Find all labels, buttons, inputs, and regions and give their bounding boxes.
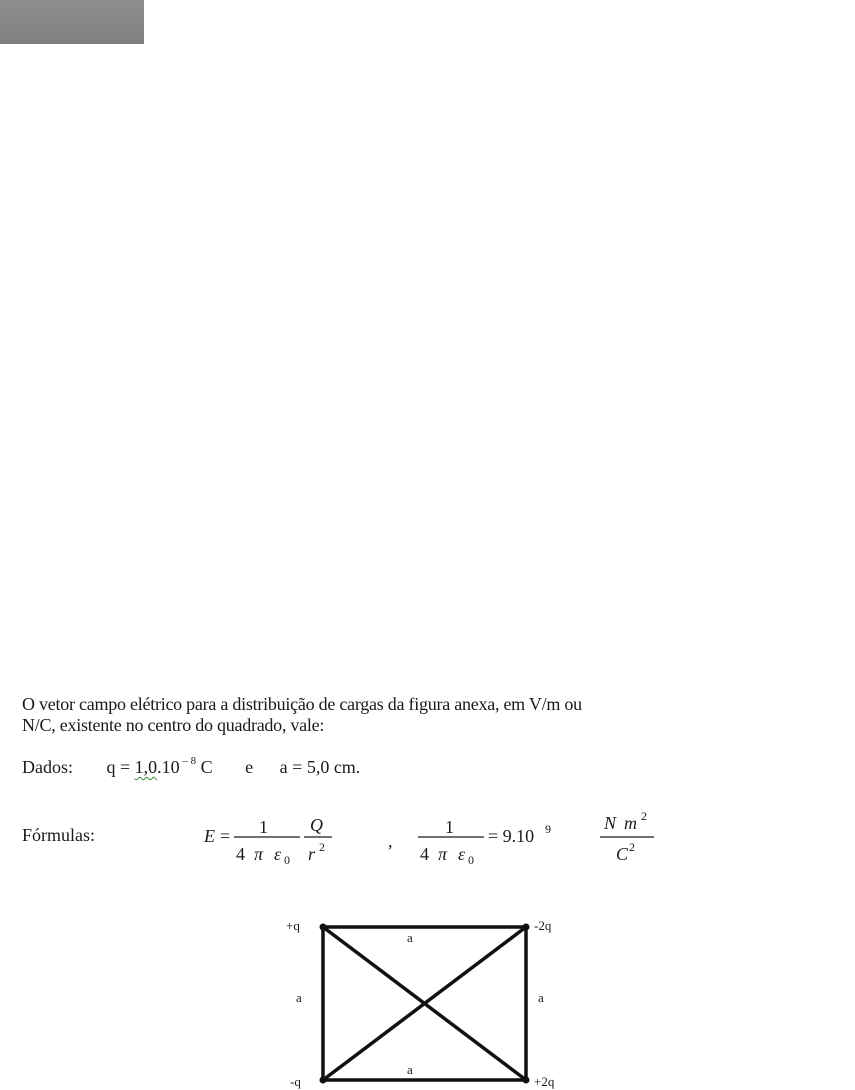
const-den-eps: ε bbox=[458, 844, 466, 864]
formula-r-sq: 2 bbox=[319, 840, 325, 854]
charge-dot-bottom-right bbox=[523, 1077, 530, 1084]
const-value: = 9.10 bbox=[488, 826, 535, 846]
formulas-line bbox=[22, 803, 852, 873]
dados-line bbox=[22, 757, 360, 778]
unit-m-sq: 2 bbox=[641, 809, 647, 823]
charge-label-bottom-left: -q bbox=[290, 1074, 301, 1089]
dados-connector: e bbox=[245, 757, 254, 777]
formulas-label: Fórmulas: bbox=[22, 825, 96, 845]
q-value bbox=[107, 757, 213, 778]
formula-equations bbox=[192, 803, 852, 873]
const-exponent: 9 bbox=[545, 822, 551, 836]
const-num-1: 1 bbox=[445, 817, 454, 837]
q-prefix: q = bbox=[106, 757, 135, 777]
charge-label-top-left: +q bbox=[286, 918, 300, 933]
formula-r: r bbox=[308, 844, 316, 864]
charge-label-bottom-right: +2q bbox=[534, 1074, 555, 1089]
formula-den-pi: π bbox=[254, 844, 264, 864]
charge-dot-top-left bbox=[320, 924, 327, 931]
charge-label-top-right: -2q bbox=[534, 918, 552, 933]
dados-label: Dados: bbox=[22, 757, 73, 777]
formula-Q: Q bbox=[310, 815, 323, 835]
formula-den-sub0: 0 bbox=[284, 853, 290, 867]
formula-den-4: 4 bbox=[236, 844, 245, 864]
unit-N: N bbox=[604, 813, 617, 833]
const-den-sub0: 0 bbox=[468, 853, 474, 867]
side-label-bottom: a bbox=[407, 1062, 413, 1077]
formula-comma: , bbox=[388, 831, 393, 851]
side-label-top: a bbox=[407, 930, 413, 945]
question-line-1: O vetor campo elétrico para a distribuição de cargas da figura anexa, em V/m ou bbox=[22, 694, 582, 714]
charge-dot-bottom-left bbox=[320, 1077, 327, 1084]
a-value: a = 5,0 cm. bbox=[279, 757, 361, 777]
formula-E: E bbox=[204, 826, 215, 846]
gray-header-block bbox=[0, 0, 144, 44]
q-exponent: – 8 bbox=[179, 755, 197, 767]
const-den-pi: π bbox=[438, 844, 448, 864]
problem-statement bbox=[22, 694, 852, 736]
charge-dot-top-right bbox=[523, 924, 530, 931]
unit-C-sq: 2 bbox=[629, 840, 635, 854]
unit-m: m bbox=[624, 813, 637, 833]
side-label-right: a bbox=[538, 990, 544, 1005]
unit-C: C bbox=[616, 844, 629, 864]
formula-den-eps: ε bbox=[274, 844, 282, 864]
q-unit: C bbox=[196, 757, 213, 777]
formula-equals: = bbox=[220, 826, 231, 846]
const-den-4: 4 bbox=[420, 844, 429, 864]
charge-square-figure bbox=[270, 910, 590, 1090]
formula-num-1: 1 bbox=[259, 817, 268, 837]
q-base: .10 bbox=[157, 757, 180, 777]
question-line-2: N/C, existente no centro do quadrado, vale: bbox=[22, 715, 325, 735]
side-label-left: a bbox=[296, 990, 302, 1005]
q-mantissa: 1,0 bbox=[134, 757, 158, 777]
